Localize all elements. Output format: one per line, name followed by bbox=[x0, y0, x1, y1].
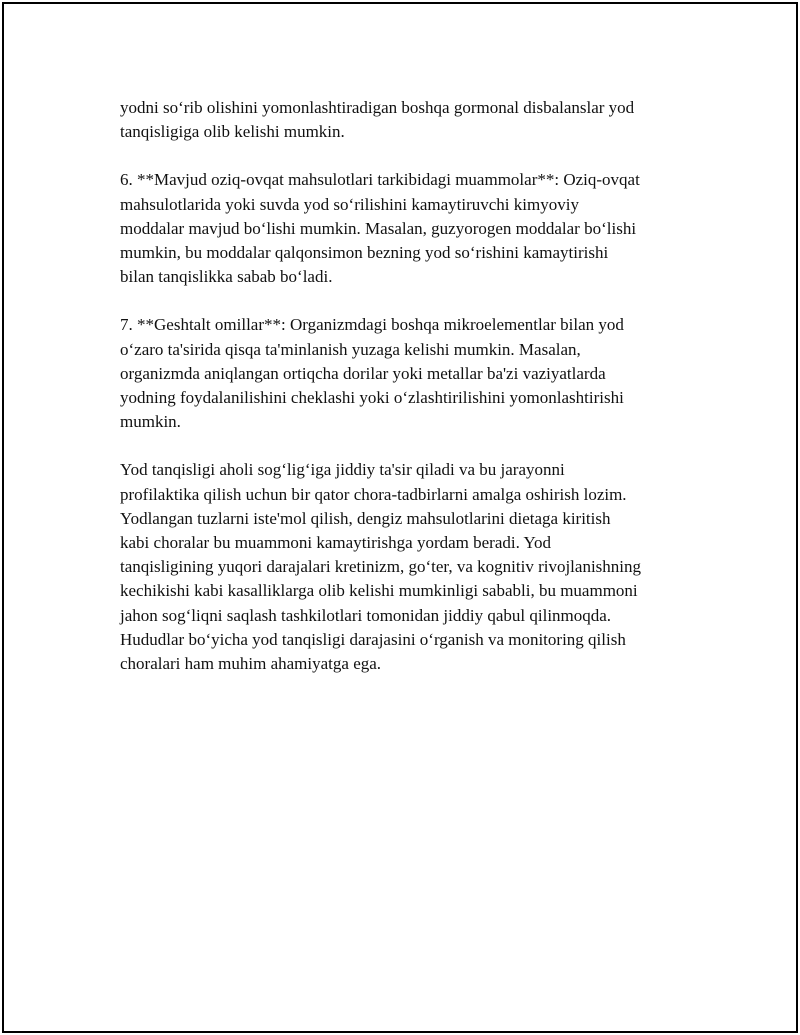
paragraph-conclusion bbox=[120, 458, 700, 676]
page-frame bbox=[2, 2, 798, 1033]
text-line: mumkin. bbox=[120, 412, 181, 432]
text-line: mumkin, bu moddalar qalqonsimon bezning yod so‘rishini kamaytirishi bbox=[120, 243, 609, 263]
text-line: yodni so‘rib olishini yomonlashtiradigan boshqa gormonal disbalanslar yod bbox=[120, 98, 635, 117]
text-line: Yodlangan tuzlarni iste'mol qilish, dengiz mahsulotlarini dietaga kiritish bbox=[120, 508, 611, 528]
text-line: profilaktika qilish uchun bir qator chora-tadbirlarni amalga oshirish lozim. bbox=[120, 484, 627, 504]
text-line: mahsulotlarida yoki suvda yod so‘rilishini kamaytiruvchi kimyoviy bbox=[120, 194, 579, 214]
text-line: 7. **Geshtalt omillar**: Organizmdagi boshqa mikroelementlar bilan yod bbox=[120, 315, 624, 335]
paragraph-hormonal-continuation bbox=[120, 96, 700, 144]
text-line: moddalar mavjud bo‘lishi mumkin. Masalan, guzyorogen moddalar bo‘lishi bbox=[120, 218, 637, 238]
text-line: o‘zaro ta'sirida qisqa ta'minlanish yuzaga kelishi mumkin. Masalan, bbox=[120, 339, 581, 359]
document-body bbox=[120, 96, 700, 700]
text-line: organizmda aniqlangan ortiqcha dorilar yoki metallar ba'zi vaziyatlarda bbox=[120, 363, 606, 383]
text-line: yodning foydalanilishini cheklashi yoki o‘zlashtirilishini yomonlashtirishi bbox=[120, 388, 624, 408]
text-line: Yod tanqisligi aholi sog‘lig‘iga jiddiy ta'sir qiladi va bu jarayonni bbox=[120, 460, 565, 480]
text-line: kabi choralar bu muammoni kamaytirishga yordam beradi. Yod bbox=[120, 533, 552, 553]
text-line: Hududlar bo‘yicha yod tanqisligi darajasini o‘rganish va monitoring qilish bbox=[120, 629, 626, 649]
text-line: tanqisligining yuqori darajalari kretinizm, go‘ter, va kognitiv rivojlanishning bbox=[120, 557, 642, 577]
paragraph-item-7 bbox=[120, 313, 700, 434]
text-line: tanqisligiga olib kelishi mumkin. bbox=[120, 122, 345, 142]
paragraph-item-6 bbox=[120, 168, 700, 289]
text-line: bilan tanqislikka sabab bo‘ladi. bbox=[120, 267, 333, 287]
text-line: jahon sog‘liqni saqlash tashkilotlari tomonidan jiddiy qabul qilinmoqda. bbox=[120, 605, 612, 625]
text-line: 6. **Mavjud oziq-ovqat mahsulotlari tarkibidagi muammolar**: Oziq-ovqat bbox=[120, 170, 640, 190]
text-line: kechikishi kabi kasalliklarga olib kelishi mumkinligi sababli, bu muammoni bbox=[120, 581, 638, 601]
text-line: choralari ham muhim ahamiyatga ega. bbox=[120, 654, 382, 674]
